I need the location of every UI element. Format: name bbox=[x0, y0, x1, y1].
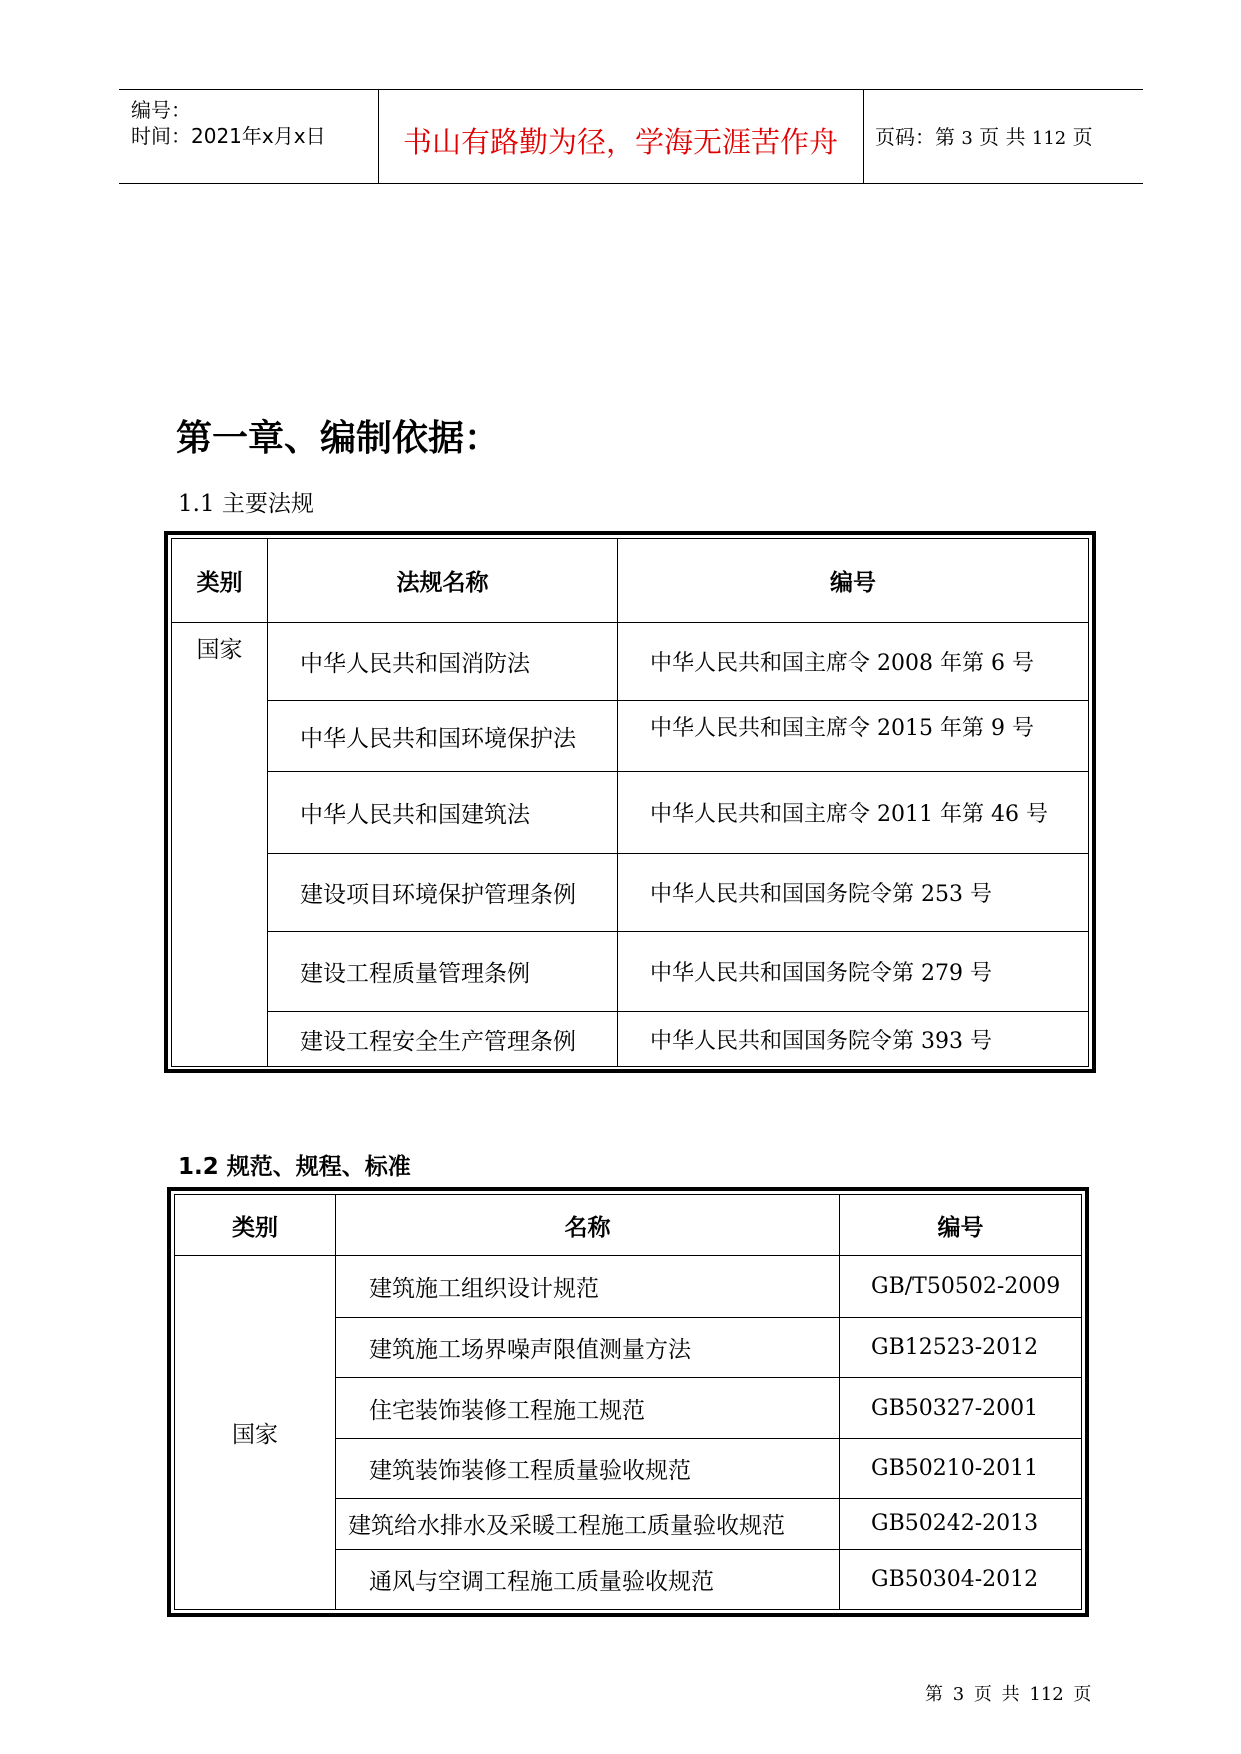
regulation-name: 建设项目环境保护管理条例 bbox=[268, 854, 618, 932]
standard-name: 住宅装饰装修工程施工规范 bbox=[336, 1378, 840, 1438]
standard-code: GB/T50502-2009 bbox=[840, 1256, 1082, 1317]
standard-name: 通风与空调工程施工质量验收规范 bbox=[336, 1549, 840, 1610]
regulation-name: 中华人民共和国环境保护法 bbox=[268, 701, 618, 772]
standard-name: 建筑施工场界噪声限值测量方法 bbox=[336, 1317, 840, 1377]
regulation-code: 中华人民共和国国务院令第 279 号 bbox=[618, 932, 1089, 1012]
header-page-info bbox=[875, 121, 1093, 150]
table-row bbox=[175, 1256, 1082, 1317]
standard-code: GB12523-2012 bbox=[840, 1317, 1082, 1377]
regulation-code: 中华人民共和国主席令 2011 年第 46 号 bbox=[618, 772, 1089, 854]
standard-code: GB50327-2001 bbox=[840, 1378, 1082, 1438]
standard-code: GB50210-2011 bbox=[840, 1438, 1082, 1498]
header-motto: 书山有路勤为径，学海无涯苦作舟 bbox=[402, 125, 838, 159]
col-header-code: 编号 bbox=[618, 539, 1089, 623]
standards-table bbox=[167, 1187, 1089, 1617]
standard-name: 建筑给水排水及采暖工程施工质量验收规范 bbox=[336, 1499, 840, 1549]
table-row bbox=[172, 854, 1089, 932]
standard-name: 建筑施工组织设计规范 bbox=[336, 1256, 840, 1317]
page-prefix: 页码：第 bbox=[875, 125, 955, 149]
col-header-category: 类别 bbox=[172, 539, 268, 623]
standard-code: GB50242-2013 bbox=[840, 1499, 1082, 1549]
col-header-category: 类别 bbox=[175, 1195, 336, 1256]
regulation-name: 建设工程质量管理条例 bbox=[268, 932, 618, 1012]
section-2-heading: 1.2 规范、规程、标准 bbox=[178, 1154, 411, 1180]
header-time-label: 时间：2021年x月x日 bbox=[131, 124, 326, 148]
table-row bbox=[172, 1012, 1089, 1067]
section-1-title: 主要法规 bbox=[221, 491, 314, 517]
regulation-name: 建设工程安全生产管理条例 bbox=[268, 1012, 618, 1067]
table-row bbox=[172, 701, 1089, 772]
regulation-name: 中华人民共和国建筑法 bbox=[268, 772, 618, 854]
standard-name: 建筑装饰装修工程质量验收规范 bbox=[336, 1438, 840, 1498]
regulation-code: 中华人民共和国国务院令第 253 号 bbox=[618, 854, 1089, 932]
col-header-name: 名称 bbox=[336, 1195, 840, 1256]
header-divider-right bbox=[863, 90, 864, 183]
standard-code: GB50304-2012 bbox=[840, 1549, 1082, 1610]
table-row bbox=[172, 772, 1089, 854]
page-current: 3 bbox=[961, 128, 973, 149]
regulation-code: 中华人民共和国国务院令第 393 号 bbox=[618, 1012, 1089, 1067]
regulations-table bbox=[164, 531, 1096, 1073]
category-cell: 国家 bbox=[172, 623, 268, 1067]
section-1-heading bbox=[178, 485, 314, 518]
page-footer: 第 3 页 共 112 页 bbox=[925, 1684, 1092, 1705]
page-header bbox=[119, 89, 1143, 184]
page-middle: 页 共 bbox=[979, 125, 1026, 149]
page-total: 112 bbox=[1031, 128, 1067, 149]
category-cell: 国家 bbox=[175, 1256, 336, 1610]
col-header-code: 编号 bbox=[840, 1195, 1082, 1256]
regulation-name: 中华人民共和国消防法 bbox=[268, 623, 618, 701]
regulation-code: 中华人民共和国主席令 2015 年第 9 号 bbox=[618, 701, 1089, 772]
chapter-title: 第一章、编制依据： bbox=[176, 418, 501, 459]
table-row bbox=[172, 932, 1089, 1012]
header-number-label: 编号： bbox=[131, 98, 191, 122]
regulation-code: 中华人民共和国主席令 2008 年第 6 号 bbox=[618, 623, 1089, 701]
page-suffix: 页 bbox=[1072, 125, 1093, 149]
table-row bbox=[172, 623, 1089, 701]
section-1-number: 1.1 bbox=[178, 491, 215, 517]
col-header-name: 法规名称 bbox=[268, 539, 618, 623]
